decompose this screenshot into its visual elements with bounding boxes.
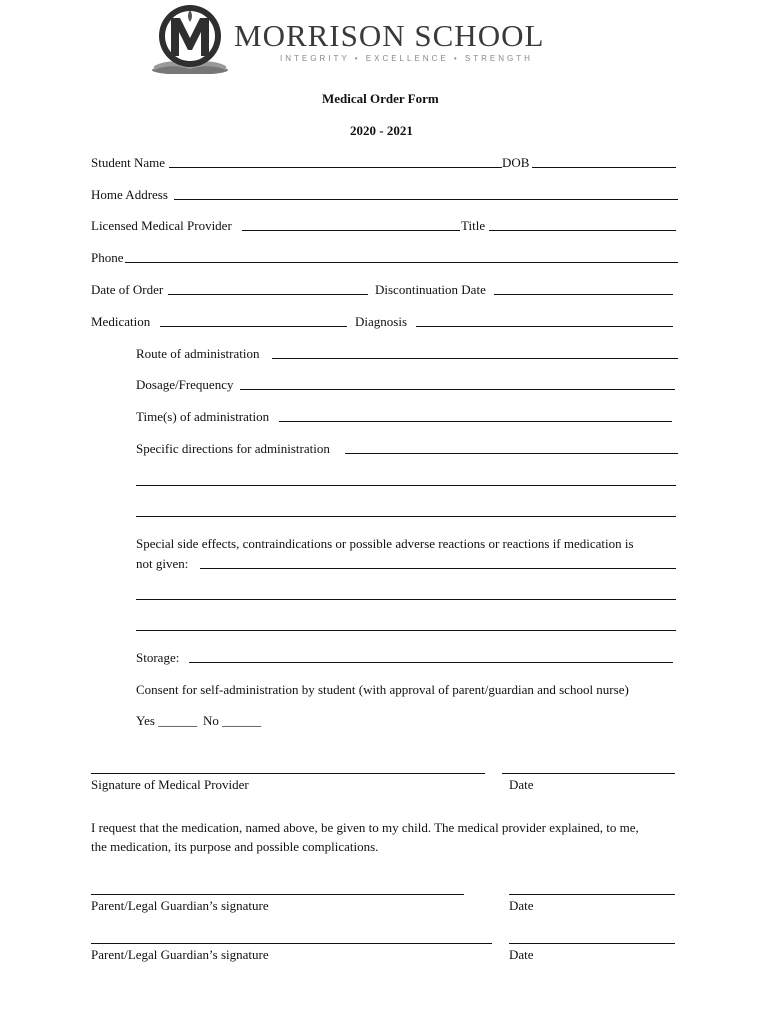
- directions-label: Specific directions for administration: [136, 441, 330, 456]
- home-address-field[interactable]: [174, 199, 678, 200]
- phone-label: Phone: [91, 250, 124, 265]
- storage-field[interactable]: [189, 662, 673, 663]
- diagnosis-label: Diagnosis: [355, 314, 407, 329]
- provider-label: Licensed Medical Provider: [91, 218, 232, 233]
- guardian-signature-label-2: Parent/Legal Guardian’s signature: [91, 947, 269, 962]
- storage-label: Storage:: [136, 650, 180, 665]
- side-effects-label-cont: not given:: [136, 556, 189, 571]
- side-effects-field-line-3[interactable]: [136, 630, 676, 631]
- route-field[interactable]: [272, 358, 678, 359]
- consent-label: Consent for self-administration by student (with approval of parent/guardian and school nurse): [136, 682, 629, 697]
- request-text-line-2: the medication, its purpose and possible complications.: [91, 839, 379, 854]
- guardian-date-label-1: Date: [509, 898, 534, 913]
- date-of-order-label: Date of Order: [91, 282, 164, 297]
- guardian-date-field-1[interactable]: [509, 894, 675, 895]
- provider-field[interactable]: [242, 230, 460, 231]
- home-address-label: Home Address: [91, 187, 168, 202]
- guardian-date-label-2: Date: [509, 947, 534, 962]
- dob-field[interactable]: [532, 167, 676, 168]
- form-year: 2020 - 2021: [350, 123, 413, 138]
- student-name-label: Student Name: [91, 155, 166, 170]
- provider-signature-date-field[interactable]: [502, 773, 675, 774]
- directions-field-line-3[interactable]: [136, 516, 676, 517]
- date-of-order-field[interactable]: [168, 294, 368, 295]
- dosage-label: Dosage/Frequency: [136, 377, 234, 392]
- dosage-field[interactable]: [240, 389, 675, 390]
- school-tagline: INTEGRITY • EXCELLENCE • STRENGTH: [280, 54, 533, 63]
- diagnosis-field[interactable]: [416, 326, 673, 327]
- guardian-date-field-2[interactable]: [509, 943, 675, 944]
- side-effects-field-line-2[interactable]: [136, 599, 676, 600]
- dob-label: DOB: [502, 155, 530, 170]
- form-title: Medical Order Form: [322, 91, 439, 106]
- student-name-field[interactable]: [169, 167, 502, 168]
- times-label: Time(s) of administration: [136, 409, 270, 424]
- discontinuation-date-field[interactable]: [494, 294, 673, 295]
- guardian-signature-field-1[interactable]: [91, 894, 464, 895]
- discontinuation-date-label: Discontinuation Date: [375, 282, 486, 297]
- side-effects-field[interactable]: [200, 568, 676, 569]
- consent-yes-field[interactable]: Yes ______: [136, 713, 198, 728]
- directions-field-line-2[interactable]: [136, 485, 676, 486]
- provider-signature-label: Signature of Medical Provider: [91, 777, 249, 792]
- provider-signature-field[interactable]: [91, 773, 485, 774]
- times-field[interactable]: [279, 421, 672, 422]
- medication-field[interactable]: [160, 326, 347, 327]
- guardian-signature-label-1: Parent/Legal Guardian’s signature: [91, 898, 269, 913]
- phone-field[interactable]: [125, 262, 678, 263]
- medication-label: Medication: [91, 314, 151, 329]
- provider-date-label: Date: [509, 777, 534, 792]
- school-logo: [150, 4, 570, 74]
- guardian-signature-field-2[interactable]: [91, 943, 492, 944]
- school-crest-icon: [150, 4, 230, 74]
- consent-no-field[interactable]: No ______: [203, 713, 262, 728]
- school-name: MORRISON SCHOOL: [234, 18, 545, 53]
- title-label: Title: [461, 218, 486, 233]
- directions-field[interactable]: [345, 453, 678, 454]
- title-field[interactable]: [489, 230, 676, 231]
- request-text-line-1: I request that the medication, named above, be given to my child. The medical provider explained, to me,: [91, 820, 639, 835]
- side-effects-label: Special side effects, contraindications or possible adverse reactions or reactions if medication is: [136, 536, 634, 551]
- route-label: Route of administration: [136, 346, 260, 361]
